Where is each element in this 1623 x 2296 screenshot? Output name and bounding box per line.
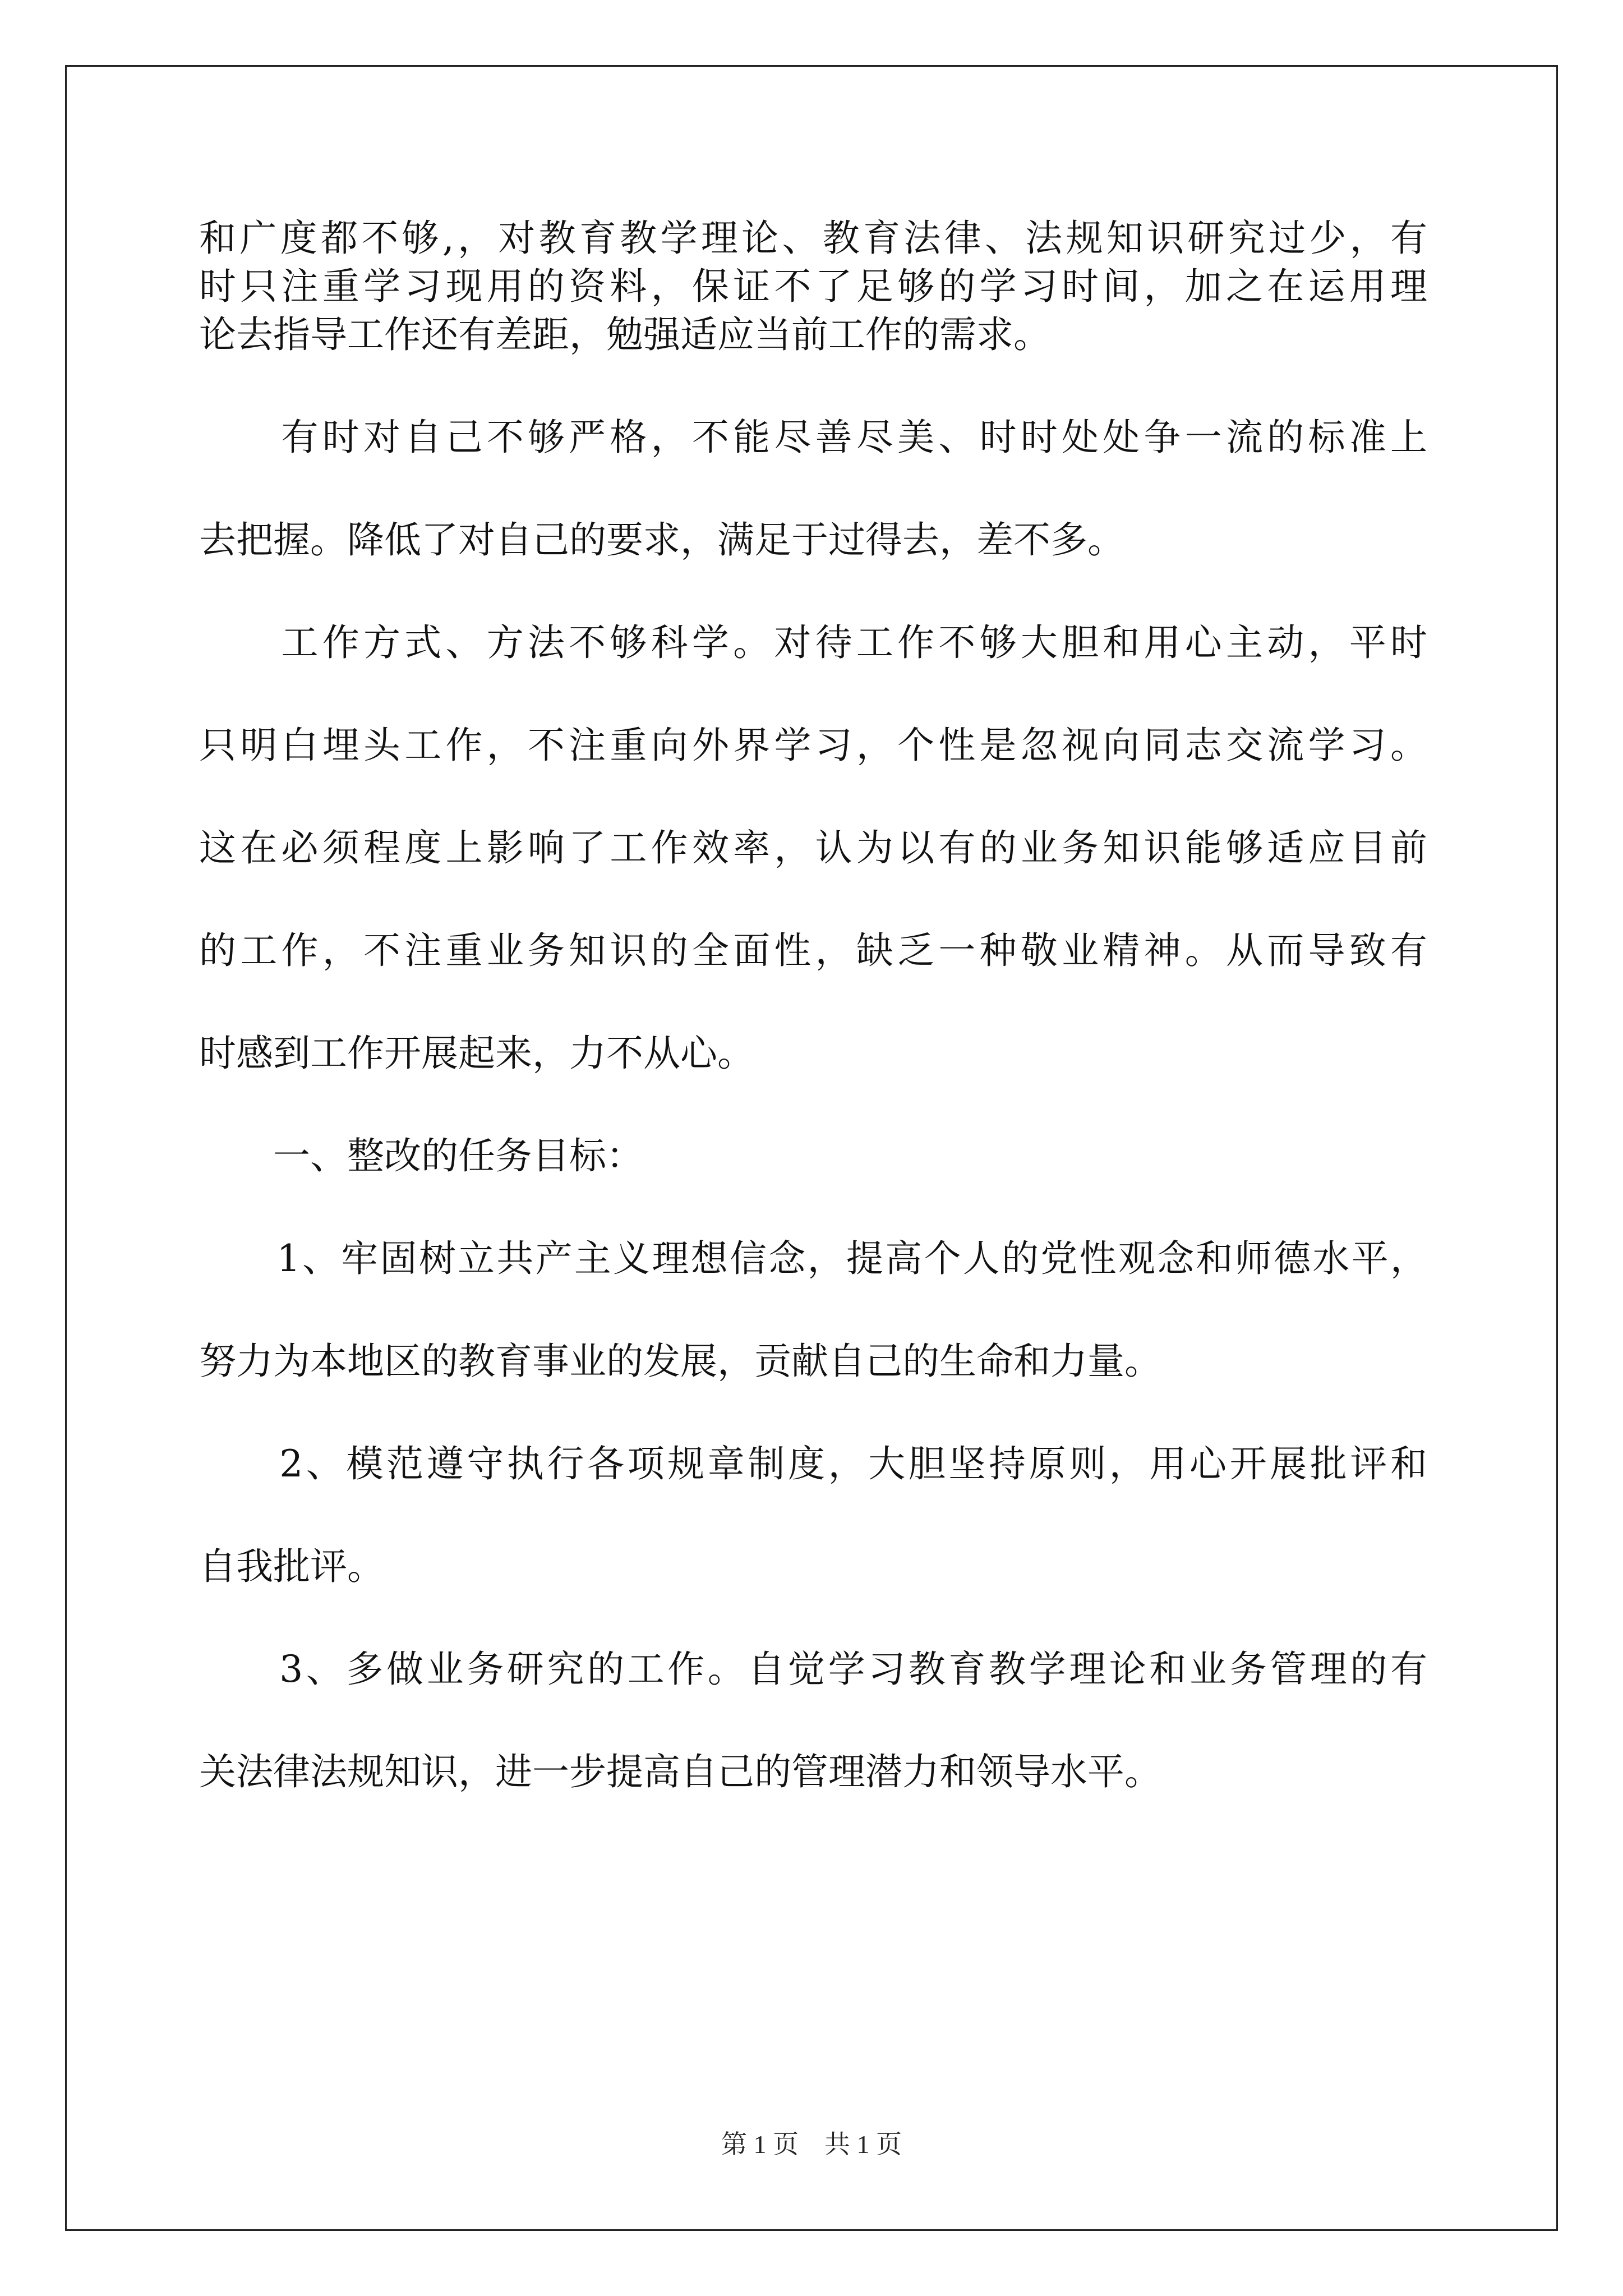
- text-line: 论去指导工作还有差距，勉强适应当前工作的需求。: [199, 313, 1050, 356]
- text-line: 工作方式、方法不够科学。对待工作不够大胆和用心主动，平时: [199, 621, 1427, 664]
- text-line: 1、牢固树立共产主义理想信念，提高个人的党性观念和师德水平，: [199, 1237, 1427, 1280]
- text-line: 时感到工作开展起来，力不从心。: [199, 1032, 754, 1075]
- text-line: 自我批评。: [199, 1545, 384, 1588]
- text-line: 2、模范遵守执行各项规章制度，大胆坚持原则，用心开展批评和: [199, 1442, 1427, 1485]
- text-line: 这在必须程度上影响了工作效率，认为以有的业务知识能够适应目前: [199, 826, 1427, 869]
- text-line: 有时对自己不够严格，不能尽善尽美、时时处处争一流的标准上: [199, 416, 1427, 459]
- text-line: 去把握。降低了对自己的要求，满足于过得去，差不多。: [199, 518, 1124, 562]
- page-footer: 第 1 页 共 1 页: [721, 2130, 902, 2159]
- text-line: 努力为本地区的教育事业的发展，贡献自己的生命和力量。: [199, 1340, 1161, 1383]
- text-line: 时只注重学习现用的资料，保证不了足够的学习时间，加之在运用理: [199, 265, 1427, 308]
- text-line: 一、整改的任务目标：: [199, 1134, 643, 1177]
- text-line: 关法律法规知识，进一步提高自己的管理潜力和领导水平。: [199, 1750, 1161, 1793]
- text-line: 3、多做业务研究的工作。自觉学习教育教学理论和业务管理的有: [199, 1648, 1427, 1691]
- text-line: 的工作，不注重业务知识的全面性，缺乏一种敬业精神。从而导致有: [199, 929, 1427, 972]
- text-line: 和广度都不够,，对教育教学理论、教育法律、法规知识研究过少，有: [199, 217, 1427, 260]
- document-body: [199, 214, 1427, 1796]
- text-line: 只明白埋头工作，不注重向外界学习，个性是忽视向同志交流学习。: [199, 724, 1427, 767]
